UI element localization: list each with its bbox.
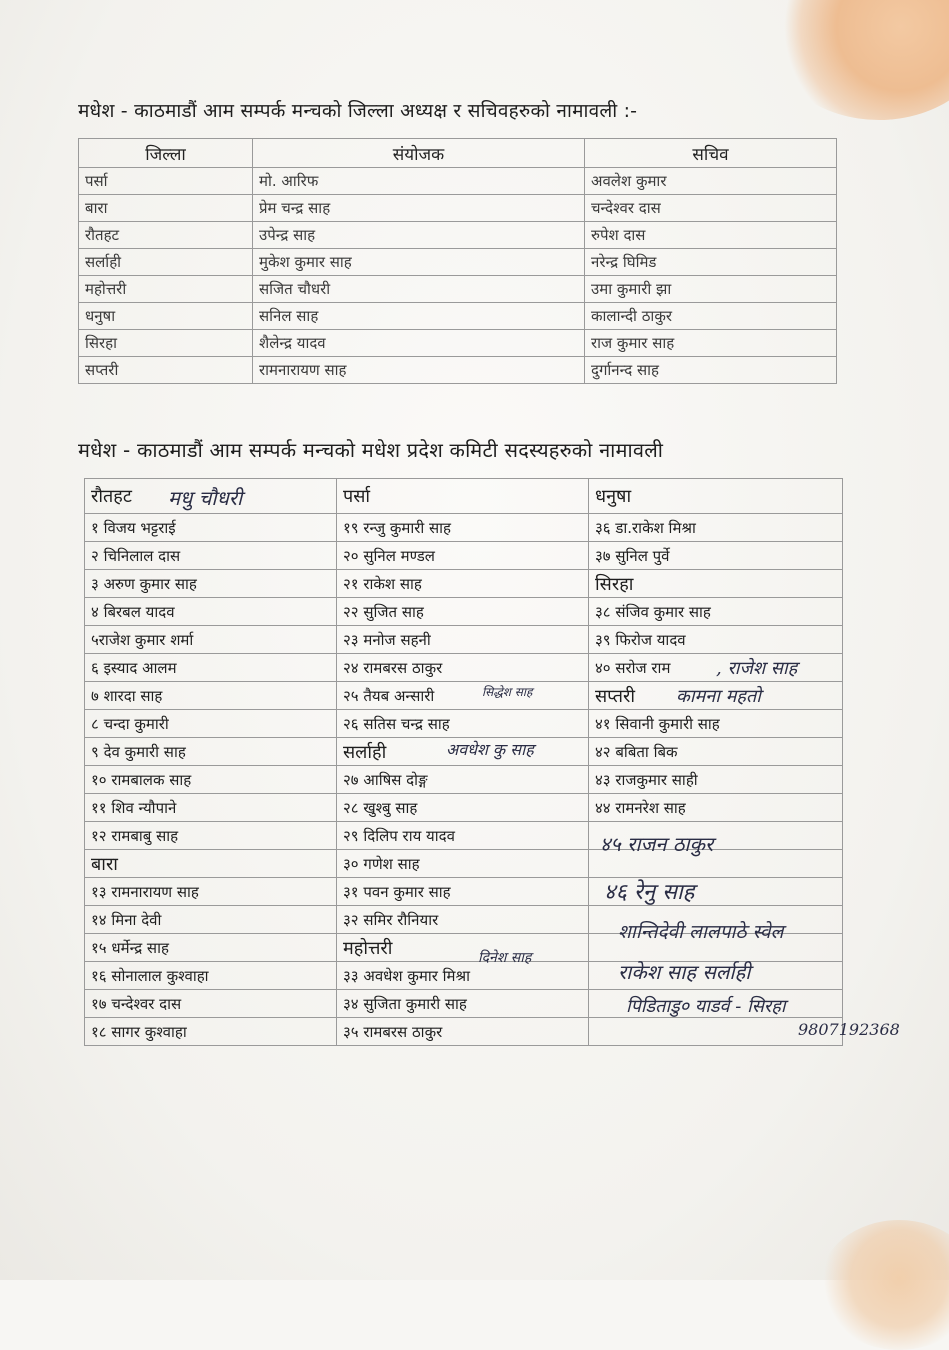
table-cell: ७ शारदा साह (85, 682, 337, 710)
table-cell: ४ बिरबल यादव (85, 598, 337, 626)
table-row (85, 626, 843, 654)
table-cell: ५राजेश कुमार शर्मा (85, 626, 337, 654)
table-cell: २९ दिलिप राय यादव (337, 822, 589, 850)
table-row (85, 822, 843, 850)
handwritten-note: पिडिताडु० याडर्व - सिरहा (626, 996, 786, 1017)
table-cell: नरेन्द्र घिमिड (585, 249, 837, 276)
table-cell: २५ तैयब अन्सारी (337, 682, 589, 710)
column-header: पर्सा (337, 479, 589, 514)
handwritten-phone: 9807192368 (798, 1020, 900, 1039)
table-cell: ४२ बबिता बिक (589, 738, 843, 766)
table-row (79, 330, 837, 357)
district-subheading: बारा (85, 850, 337, 878)
table-cell: ४० सरोज राम (589, 654, 843, 682)
table-cell: १४ मिना देवी (85, 906, 337, 934)
table-cell: ३५ रामबरस ठाकुर (337, 1018, 589, 1046)
table-row (85, 710, 843, 738)
table-row (85, 598, 843, 626)
column-header: जिल्ला (79, 139, 253, 168)
table-cell: ९ देव कुमारी साह (85, 738, 337, 766)
table-row (85, 570, 843, 598)
table-cell: १७ चन्देश्वर दास (85, 990, 337, 1018)
district-subheading: महोत्तरी (337, 934, 589, 962)
table-cell: ३ अरुण कुमार साह (85, 570, 337, 598)
table-cell: दुर्गानन्द साह (585, 357, 837, 384)
table-row (85, 850, 843, 878)
table-cell: उमा कुमारी झा (585, 276, 837, 303)
table-cell: ३१ पवन कुमार साह (337, 878, 589, 906)
table-cell: मो. आरिफ (253, 168, 585, 195)
handwritten-note: ४६ रेनु साह (604, 880, 695, 905)
table-row (79, 303, 837, 330)
table-cell: १ विजय भट्टराई (85, 514, 337, 542)
handwritten-note: दिनेश साह (478, 950, 532, 966)
table-row (79, 168, 837, 195)
table-cell: शैलेन्द्र यादव (253, 330, 585, 357)
table-cell: २६ सतिस चन्द्र साह (337, 710, 589, 738)
table-cell: २० सुनिल मण्डल (337, 542, 589, 570)
table-cell: २ चिनिलाल दास (85, 542, 337, 570)
table-cell: १३ रामनारायण साह (85, 878, 337, 906)
table-cell: ११ शिव न्यौपाने (85, 794, 337, 822)
table-row (85, 766, 843, 794)
table-row (85, 514, 843, 542)
table-cell: ३३ अवधेश कुमार मिश्रा (337, 962, 589, 990)
table-cell: रौतहट (79, 222, 253, 249)
table-cell: ४४ रामनरेश साह (589, 794, 843, 822)
handwritten-note: अवधेश कु साह (446, 740, 534, 759)
table-cell: १२ रामबाबु साह (85, 822, 337, 850)
table-cell: सजित चौधरी (253, 276, 585, 303)
table-cell: बारा (79, 195, 253, 222)
handwritten-note: राकेश साह सर्लाही (618, 960, 751, 984)
table-cell: १६ सोनालाल कुश्वाहा (85, 962, 337, 990)
table-row (85, 794, 843, 822)
table-cell: सर्लाही (79, 249, 253, 276)
table-header-row (79, 139, 837, 168)
district-subheading: सर्लाही (337, 738, 589, 766)
table-cell: ३० गणेश साह (337, 850, 589, 878)
table-cell: सिरहा (79, 330, 253, 357)
table-cell: २३ मनोज सहनी (337, 626, 589, 654)
table-cell: उपेन्द्र साह (253, 222, 585, 249)
table-cell: ३२ समिर रौनियार (337, 906, 589, 934)
table-cell: २८ खुश्बु साह (337, 794, 589, 822)
table-cell: रुपेश दास (585, 222, 837, 249)
table-cell: अवलेश कुमार (585, 168, 837, 195)
table-cell: मुकेश कुमार साह (253, 249, 585, 276)
table-cell: २७ आषिस दोङ्ग (337, 766, 589, 794)
table-cell: ३९ फिरोज यादव (589, 626, 843, 654)
district-subheading: सिरहा (589, 570, 843, 598)
table-row (79, 276, 837, 303)
table-cell: ३८ संजिव कुमार साह (589, 598, 843, 626)
table-row (85, 1018, 843, 1046)
table-cell: कालान्दी ठाकुर (585, 303, 837, 330)
handwritten-header-name: मधु चौधरी (168, 486, 243, 510)
table-cell: ४३ राजकुमार साही (589, 766, 843, 794)
table-cell: प्रेम चन्द्र साह (253, 195, 585, 222)
table-cell: धनुषा (79, 303, 253, 330)
table-cell: ३७ सुनिल पुर्वे (589, 542, 843, 570)
district-list-heading: मधेश - काठमाडौं आम सम्पर्क मन्चको जिल्ला अध्यक्ष र सचिवहरुको नामावली :- (78, 100, 638, 122)
committee-list-heading: मधेश - काठमाडौं आम सम्पर्क मन्चको मधेश प्रदेश कमिटी सदस्यहरुको नामावली (78, 438, 664, 462)
handwritten-note: , राजेश साह (716, 658, 798, 679)
table-cell: २१ राकेश साह (337, 570, 589, 598)
column-header: रौतहट (85, 479, 337, 514)
table-cell: ८ चन्दा कुमारी (85, 710, 337, 738)
table-cell: चन्देश्वर दास (585, 195, 837, 222)
table-row (85, 878, 843, 906)
table-row (85, 542, 843, 570)
table-cell: १९ रन्जु कुमारी साह (337, 514, 589, 542)
handwritten-note: ४५ राजन ठाकुर (600, 832, 714, 856)
table-cell: ३४ सुजिता कुमारी साह (337, 990, 589, 1018)
handwritten-note: कामना महतो (676, 686, 761, 707)
table-cell: ३६ डा.राकेश मिश्रा (589, 514, 843, 542)
table-row (79, 357, 837, 384)
table-row (79, 222, 837, 249)
table-cell: १८ सागर कुश्वाहा (85, 1018, 337, 1046)
column-header: संयोजक (253, 139, 585, 168)
table-cell: ४१ सिवानी कुमारी साह (589, 710, 843, 738)
district-subheading: सप्तरी (589, 682, 843, 710)
column-header: सचिव (585, 139, 837, 168)
table-cell: १५ धर्मेन्द्र साह (85, 934, 337, 962)
column-header: धनुषा (589, 479, 843, 514)
table-cell: ६ इस्याद आलम (85, 654, 337, 682)
table-cell: १० रामबालक साह (85, 766, 337, 794)
table-row (79, 249, 837, 276)
table-cell: २४ रामबरस ठाकुर (337, 654, 589, 682)
table-cell: सप्तरी (79, 357, 253, 384)
table-cell: सनिल साह (253, 303, 585, 330)
table-cell: रामनारायण साह (253, 357, 585, 384)
table-row (79, 195, 837, 222)
table-cell: राज कुमार साह (585, 330, 837, 357)
district-officers-table (78, 138, 837, 384)
table-cell: महोत्तरी (79, 276, 253, 303)
handwritten-note: सिद्धेश साह (482, 685, 533, 699)
table-cell: पर्सा (79, 168, 253, 195)
handwritten-note: शान्तिदेवी लालपाठे स्वेल (618, 921, 784, 943)
table-cell: २२ सुजित साह (337, 598, 589, 626)
